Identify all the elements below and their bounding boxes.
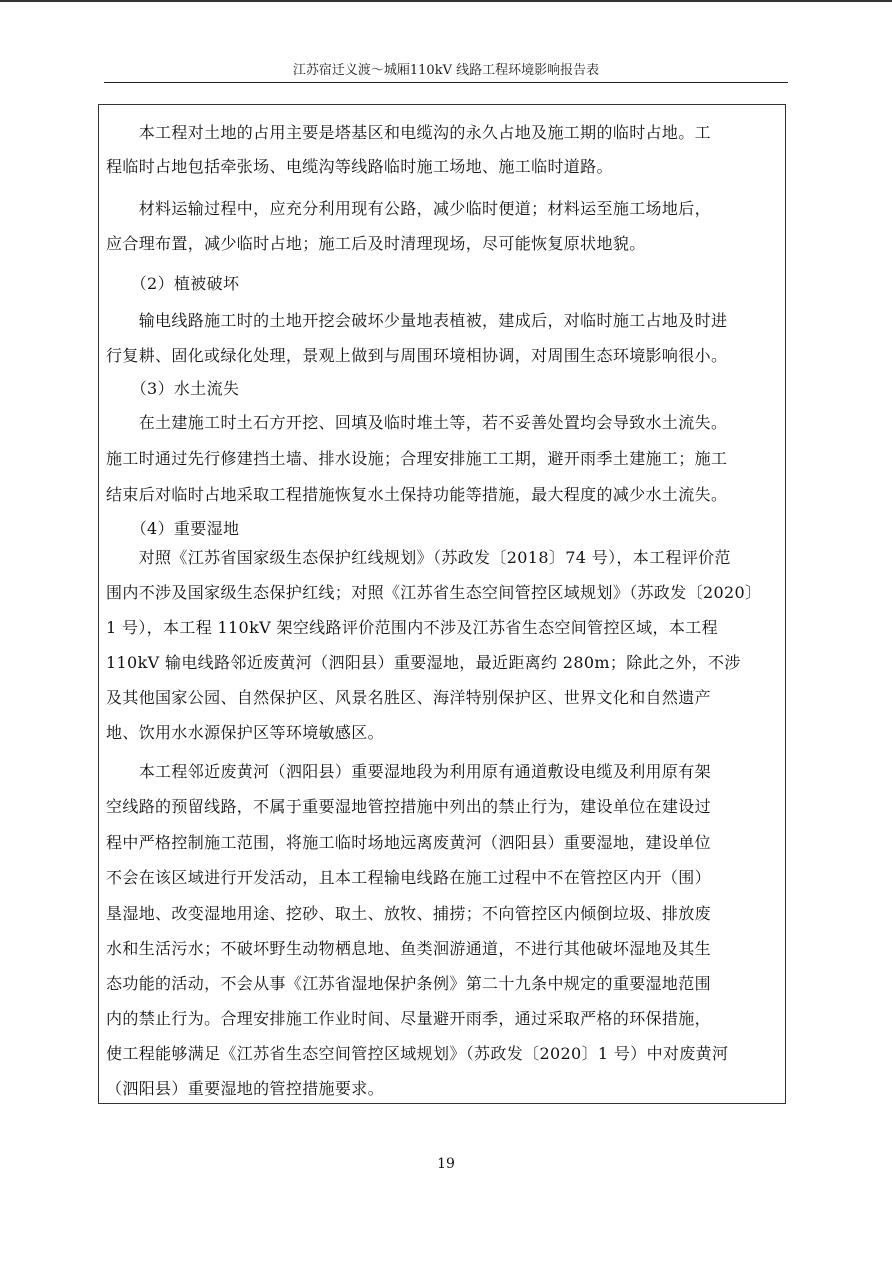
- section-heading: （2）植被破坏: [106, 274, 240, 293]
- section-heading: （3）水土流失: [106, 379, 240, 398]
- body-line: 程临时占地包括牵张场、电缆沟等线路临时施工场地、施工临时道路。: [106, 157, 613, 176]
- body-line: 施工时通过先行修建挡土墙、排水设施；合理安排施工工期，避开雨季土建施工；施工: [106, 449, 728, 468]
- section-heading: （4）重要湿地: [106, 519, 240, 538]
- body-line: 及其他国家公园、自然保护区、风景名胜区、海洋特别保护区、世界文化和自然遗产: [106, 688, 711, 707]
- body-line: 围内不涉及国家级生态保护红线；对照《江苏省生态空间管控区域规划》（苏政发〔2020〕: [106, 583, 762, 602]
- top-border-rule: [0, 0, 892, 2]
- body-line: 内的禁止行为。合理安排施工作业时间、尽量避开雨季，通过采取严格的环保措施，: [106, 1009, 711, 1028]
- body-line: 使工程能够满足《江苏省生态空间管控区域规划》（苏政发〔2020〕1 号）中对废黄河: [106, 1044, 729, 1063]
- running-header: 江苏宿迁义渡～城厢110kV 线路工程环境影响报告表: [292, 63, 600, 78]
- body-line: 态功能的活动，不会从事《江苏省湿地保护条例》第二十九条中规定的重要湿地范围: [106, 974, 711, 993]
- body-line: 本工程对土地的占用主要是塔基区和电缆沟的永久占地及施工期的临时占地。工: [106, 123, 711, 142]
- body-line: 垦湿地、改变湿地用途、挖砂、取土、放牧、捕捞；不向管控区内倾倒垃圾、排放废: [106, 904, 711, 923]
- page-number: 19: [437, 1156, 455, 1172]
- body-line: 行复耕、固化或绿化处理，景观上做到与周围环境相协调，对周围生态环境影响很小。: [106, 346, 728, 365]
- body-line: 对照《江苏省国家级生态保护红线规划》（苏政发〔2018〕74 号），本工程评价范: [106, 548, 731, 567]
- body-line: 结束后对临时占地采取工程措施恢复水土保持功能等措施，最大程度的减少水土流失。: [106, 485, 728, 504]
- body-line: 110kV 输电线路邻近废黄河（泗阳县）重要湿地，最近距离约 280m；除此之外，不涉: [106, 653, 741, 672]
- body-line: 应合理布置，减少临时占地；施工后及时清理现场，尽可能恢复原状地貌。: [106, 234, 646, 253]
- body-line: 材料运输过程中，应充分利用现有公路，减少临时便道；材料运至施工场地后，: [106, 199, 711, 218]
- body-line: （泗阳县）重要湿地的管控措施要求。: [106, 1079, 384, 1098]
- body-line: 不会在该区域进行开发活动，且本工程输电线路在施工过程中不在管控区内开（围）: [106, 868, 711, 887]
- body-line: 水和生活污水；不破坏野生动物栖息地、鱼类洄游通道，不进行其他破坏湿地及其生: [106, 939, 711, 958]
- content-frame: [98, 104, 786, 1104]
- body-line: 输电线路施工时的土地开挖会破坏少量地表植被，建成后，对临时施工占地及时进: [106, 311, 728, 330]
- body-line: 程中严格控制施工范围，将施工临时场地远离废黄河（泗阳县）重要湿地，建设单位: [106, 833, 711, 852]
- body-line: 在土建施工时土石方开挖、回填及临时堆土等，若不妥善处置均会导致水土流失。: [106, 413, 728, 432]
- body-line: 本工程邻近废黄河（泗阳县）重要湿地段为利用原有通道敷设电缆及利用原有架: [106, 762, 711, 781]
- body-line: 空线路的预留线路，不属于重要湿地管控措施中列出的禁止行为，建设单位在建设过: [106, 797, 711, 816]
- body-line: 地、饮用水水源保护区等环境敏感区。: [106, 723, 384, 742]
- header-rule: [104, 82, 788, 83]
- body-line: 1 号），本工程 110kV 架空线路评价范围内不涉及江苏省生态空间管控区域，本工程: [106, 618, 718, 637]
